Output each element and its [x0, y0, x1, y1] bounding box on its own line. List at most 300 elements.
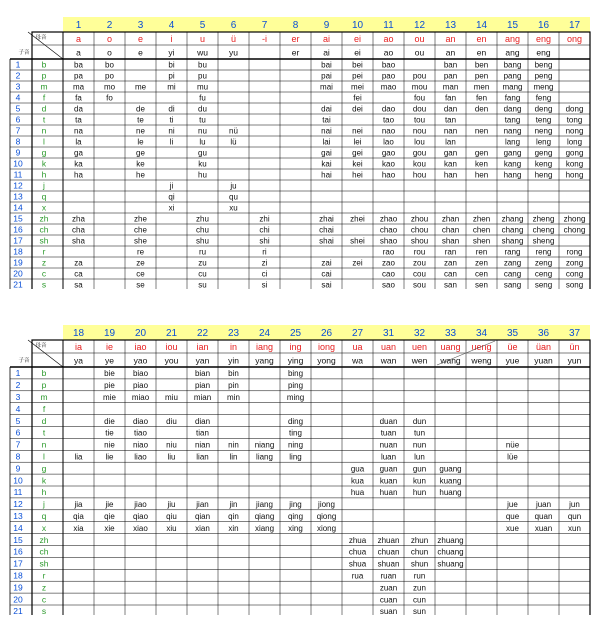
syllable-cell: beng: [534, 60, 553, 70]
row-index: 7: [15, 125, 21, 136]
syllable-cell: ha: [74, 170, 83, 180]
column-number: 22: [196, 328, 209, 339]
initial-label: k: [41, 475, 47, 486]
syllable-cell: kao: [382, 159, 395, 169]
syllable-cell: sang: [503, 280, 522, 289]
row-index: 8: [15, 136, 21, 147]
syllable-cell: kou: [413, 159, 426, 169]
standalone-syllable: an: [445, 47, 456, 58]
syllable-cell: que: [505, 511, 520, 521]
syllable-cell: ling: [289, 452, 302, 462]
syllable-cell: jue: [507, 500, 518, 510]
syllable-cell: shao: [379, 236, 398, 246]
initial-label: x: [41, 202, 47, 213]
syllable-cell: ka: [74, 159, 83, 169]
initial-label: x: [41, 522, 47, 533]
initial-label: h: [41, 487, 47, 498]
syllable-cell: la: [75, 137, 82, 147]
syllable-cell: qiu: [166, 511, 177, 521]
syllable-cell: kai: [321, 159, 332, 169]
standalone-syllable: yan: [195, 355, 210, 366]
syllable-cell: tiao: [134, 428, 147, 438]
standalone-syllable: er: [291, 47, 300, 58]
final-label: ueng: [471, 342, 492, 352]
syllable-cell: xiao: [133, 523, 148, 533]
syllable-cell: se: [136, 280, 145, 289]
syllable-cell: die: [104, 416, 115, 426]
syllable-cell: deng: [534, 104, 553, 114]
syllable-cell: sao: [382, 280, 395, 289]
column-number: 19: [103, 328, 116, 339]
initial-label: r: [42, 570, 46, 581]
standalone-syllable: yun: [567, 355, 582, 366]
syllable-cell: cen: [475, 269, 488, 279]
syllable-cell: rang: [504, 247, 521, 257]
standalone-syllable: ei: [354, 47, 361, 58]
pinyin-grid-1: [0, 17, 600, 289]
syllable-cell: chu: [196, 225, 209, 235]
syllable-cell: xue: [506, 523, 519, 533]
syllable-cell: chan: [441, 225, 460, 235]
row-index: 15: [13, 534, 23, 545]
syllable-cell: chou: [410, 225, 429, 235]
column-number: 35: [506, 328, 519, 339]
syllable-cell: shu: [196, 236, 209, 246]
syllable-cell: lin: [229, 452, 238, 462]
syllable-cell: mie: [103, 392, 116, 402]
syllable-cell: nen: [474, 126, 489, 136]
final-label: en: [476, 34, 487, 44]
final-label: uen: [411, 342, 428, 352]
row-index: 11: [13, 487, 23, 498]
syllable-cell: lai: [322, 137, 331, 147]
syllable-cell: qing: [287, 511, 304, 521]
syllable-cell: ceng: [534, 269, 553, 279]
syllable-cell: cha: [72, 225, 85, 235]
syllable-cell: fo: [106, 93, 113, 103]
initial-label: zh: [39, 213, 49, 224]
syllable-cell: sai: [321, 280, 332, 289]
standalone-syllable: ying: [287, 355, 304, 366]
standalone-syllable: ai: [323, 47, 330, 58]
syllable-cell: jian: [196, 500, 209, 510]
syllable-cell: gei: [352, 148, 363, 158]
syllable-cell: ba: [74, 60, 83, 70]
syllable-cell: xu: [229, 203, 238, 213]
syllable-cell: pa: [74, 71, 83, 81]
syllable-cell: shang: [501, 236, 524, 246]
syllable-cell: biao: [132, 369, 149, 379]
syllable-cell: bi: [168, 60, 175, 70]
final-label: eng: [535, 34, 552, 44]
column-number: 16: [537, 20, 550, 31]
syllable-cell: jiao: [134, 500, 147, 510]
syllable-cell: qiang: [254, 511, 275, 521]
row-index: 18: [13, 570, 23, 581]
corner-final-label: 母音: [35, 343, 47, 349]
syllable-cell: zu: [198, 258, 207, 268]
syllable-cell: nou: [412, 126, 427, 136]
syllable-cell: nüe: [505, 440, 520, 450]
column-number: 34: [475, 328, 488, 339]
row-index: 18: [13, 246, 23, 257]
syllable-cell: chuang: [437, 547, 464, 557]
row-index: 17: [13, 235, 23, 246]
column-number: 9: [323, 20, 330, 31]
syllable-cell: heng: [534, 170, 553, 180]
row-index: 11: [13, 169, 23, 180]
standalone-syllable: e: [138, 47, 143, 58]
syllable-cell: fou: [413, 93, 426, 103]
syllable-cell: cu: [198, 269, 207, 279]
syllable-cell: can: [444, 269, 457, 279]
syllable-cell: piao: [132, 381, 149, 391]
row-index: 7: [15, 439, 21, 450]
syllable-cell: ruan: [380, 571, 397, 581]
row-index: 19: [13, 582, 23, 593]
syllable-cell: lao: [383, 137, 394, 147]
syllable-cell: pan: [443, 71, 458, 81]
final-label: ü: [230, 34, 237, 44]
syllable-cell: nan: [443, 126, 458, 136]
final-label: -i: [262, 34, 267, 44]
standalone-syllable: yu: [229, 47, 238, 58]
syllable-cell: pei: [352, 71, 363, 81]
syllable-cell: long: [566, 137, 583, 147]
syllable-cell: sun: [413, 607, 426, 615]
syllable-cell: jiong: [318, 500, 335, 510]
syllable-cell: xia: [73, 523, 84, 533]
syllable-cell: nao: [381, 126, 396, 136]
row-index: 10: [13, 158, 23, 169]
syllable-cell: lu: [199, 137, 206, 147]
syllable-cell: zhong: [563, 214, 586, 224]
syllable-cell: pang: [503, 71, 522, 81]
initial-label: d: [41, 103, 47, 114]
syllable-cell: nie: [104, 440, 115, 450]
syllable-cell: shuang: [437, 559, 464, 569]
syllable-cell: gen: [474, 148, 489, 158]
syllable-cell: hun: [412, 488, 427, 498]
syllable-cell: zang: [503, 258, 522, 268]
syllable-cell: zong: [565, 258, 584, 268]
syllable-cell: xin: [228, 523, 239, 533]
final-label: uan: [380, 342, 397, 352]
column-number: 11: [383, 20, 394, 31]
syllable-cell: re: [136, 247, 145, 257]
syllable-cell: po: [105, 71, 114, 81]
syllable-cell: zhang: [501, 214, 524, 224]
syllable-cell: mang: [502, 82, 523, 92]
pinyin-table-block-2: [0, 325, 600, 615]
syllable-cell: bian: [194, 369, 211, 379]
initial-label: m: [40, 391, 48, 402]
syllable-cell: jin: [229, 500, 238, 510]
syllable-cell: neng: [534, 126, 553, 136]
initial-label: g: [41, 463, 47, 474]
syllable-cell: cun: [413, 595, 426, 605]
pinyin-table-block-1: [0, 17, 600, 289]
syllable-cell: luan: [380, 452, 397, 462]
row-index: 8: [15, 451, 21, 462]
syllable-cell: qie: [104, 511, 115, 521]
syllable-cell: cuan: [379, 595, 398, 605]
column-number: 14: [475, 20, 488, 31]
final-label: iang: [255, 342, 274, 352]
syllable-cell: cao: [382, 269, 395, 279]
syllable-cell: feng: [535, 93, 552, 103]
syllable-cell: ben: [474, 60, 489, 70]
row-index: 14: [13, 522, 23, 533]
syllable-cell: rong: [566, 247, 583, 257]
syllable-cell: xiong: [316, 523, 337, 533]
syllable-cell: jing: [289, 500, 302, 510]
initial-label: f: [42, 92, 46, 103]
syllable-cell: dei: [352, 104, 363, 114]
syllable-cell: nü: [229, 126, 238, 136]
syllable-cell: zhei: [350, 214, 365, 224]
initial-label: t: [42, 114, 46, 125]
row-index: 17: [13, 558, 23, 569]
syllable-cell: tuan: [380, 428, 397, 438]
syllable-cell: lian: [196, 452, 209, 462]
syllable-cell: zeng: [534, 258, 553, 268]
syllable-cell: gai: [321, 148, 332, 158]
syllable-cell: xing: [288, 523, 303, 533]
syllable-cell: pen: [474, 71, 489, 81]
syllable-cell: zuan: [379, 583, 398, 593]
syllable-cell: kei: [352, 159, 363, 169]
initial-label: j: [43, 499, 45, 510]
syllable-cell: tun: [413, 428, 426, 438]
syllable-cell: ken: [475, 159, 488, 169]
syllable-cell: nai: [321, 126, 332, 136]
row-index: 9: [15, 147, 21, 158]
final-label: ua: [352, 342, 363, 352]
syllable-cell: gong: [565, 148, 584, 158]
syllable-cell: tong: [566, 115, 583, 125]
syllable-cell: hao: [381, 170, 396, 180]
row-index: 2: [15, 70, 21, 81]
syllable-cell: lou: [414, 137, 425, 147]
syllable-cell: na: [74, 126, 83, 136]
syllable-cell: ci: [261, 269, 268, 279]
syllable-cell: shun: [410, 559, 429, 569]
initial-label: b: [41, 59, 47, 70]
syllable-cell: mao: [380, 82, 397, 92]
syllable-cell: su: [198, 280, 207, 289]
syllable-cell: nang: [503, 126, 522, 136]
syllable-cell: xie: [104, 523, 115, 533]
row-index: 15: [13, 213, 23, 224]
syllable-cell: fan: [444, 93, 457, 103]
syllable-cell: xuan: [534, 523, 553, 533]
final-label: ang: [504, 34, 521, 44]
syllable-cell: tian: [196, 428, 209, 438]
syllable-cell: dan: [443, 104, 458, 114]
syllable-cell: sa: [74, 280, 83, 289]
syllable-cell: bei: [352, 60, 363, 70]
syllable-cell: kuang: [439, 476, 462, 486]
syllable-cell: ri: [262, 247, 267, 257]
syllable-cell: nong: [565, 126, 584, 136]
column-number: 5: [199, 20, 206, 31]
column-number: 33: [444, 328, 457, 339]
initial-label: s: [41, 606, 47, 615]
syllable-cell: sen: [475, 280, 488, 289]
syllable-cell: nun: [412, 440, 427, 450]
syllable-cell: mei: [351, 82, 364, 92]
final-label: ou: [414, 34, 425, 44]
standalone-syllable: yin: [228, 355, 239, 366]
syllable-cell: mian: [193, 392, 212, 402]
column-number: 36: [537, 328, 550, 339]
syllable-cell: tao: [382, 115, 395, 125]
syllable-cell: gou: [412, 148, 427, 158]
initial-label: s: [41, 279, 47, 289]
syllable-cell: cai: [321, 269, 332, 279]
syllable-cell: tou: [413, 115, 426, 125]
column-number: 23: [227, 328, 240, 339]
syllable-cell: fen: [475, 93, 488, 103]
column-number: 2: [106, 20, 113, 31]
syllable-cell: jia: [74, 500, 83, 510]
syllable-cell: han: [443, 170, 458, 180]
syllable-cell: he: [136, 170, 145, 180]
syllable-cell: mu: [196, 82, 209, 92]
syllable-cell: mo: [103, 82, 116, 92]
column-number: 32: [413, 328, 426, 339]
syllable-cell: diu: [166, 416, 177, 426]
syllable-cell: reng: [535, 247, 552, 257]
column-number: 12: [413, 20, 426, 31]
initial-label: f: [42, 403, 46, 414]
syllable-cell: xiu: [166, 523, 177, 533]
syllable-cell: shei: [350, 236, 365, 246]
column-number: 26: [320, 328, 333, 339]
syllable-cell: gao: [381, 148, 396, 158]
syllable-cell: lie: [105, 452, 114, 462]
syllable-cell: fu: [199, 93, 206, 103]
syllable-cell: ning: [287, 440, 304, 450]
syllable-cell: tie: [105, 428, 114, 438]
syllable-cell: chong: [563, 225, 586, 235]
syllable-cell: nin: [228, 440, 239, 450]
column-number: 25: [289, 328, 302, 339]
syllable-cell: niang: [254, 440, 275, 450]
final-label: iao: [134, 342, 147, 352]
initial-label: h: [41, 169, 47, 180]
column-number: 8: [292, 20, 299, 31]
syllable-cell: fei: [353, 93, 362, 103]
initial-label: q: [41, 510, 47, 521]
syllable-cell: pu: [198, 71, 207, 81]
syllable-cell: liao: [134, 452, 147, 462]
syllable-cell: ta: [75, 115, 82, 125]
initial-label: sh: [39, 558, 49, 569]
syllable-cell: hei: [352, 170, 363, 180]
syllable-cell: tang: [504, 115, 521, 125]
syllable-cell: bao: [381, 60, 396, 70]
syllable-cell: ru: [198, 247, 207, 257]
syllable-cell: shua: [348, 559, 367, 569]
initial-label: b: [41, 368, 47, 379]
syllable-cell: ze: [136, 258, 145, 268]
syllable-cell: chen: [472, 225, 491, 235]
syllable-cell: zhao: [379, 214, 398, 224]
syllable-cell: zan: [444, 258, 457, 268]
row-index: 5: [15, 103, 21, 114]
syllable-cell: ban: [443, 60, 458, 70]
syllable-cell: bing: [287, 369, 304, 379]
syllable-cell: lei: [353, 137, 362, 147]
corner-initial-label: 子音: [18, 358, 30, 364]
syllable-cell: chun: [410, 547, 429, 557]
syllable-cell: tu: [199, 115, 206, 125]
syllable-cell: pin: [228, 381, 239, 391]
final-label: ian: [196, 342, 209, 352]
row-index: 3: [15, 81, 21, 92]
final-label: ia: [74, 342, 83, 352]
syllable-cell: pi: [168, 71, 175, 81]
syllable-cell: jun: [569, 500, 580, 510]
syllable-cell: zen: [475, 258, 488, 268]
syllable-cell: da: [74, 104, 83, 114]
syllable-cell: ding: [287, 416, 304, 426]
syllable-cell: dian: [194, 416, 211, 426]
syllable-cell: tan: [444, 115, 457, 125]
syllable-cell: guan: [379, 464, 398, 474]
syllable-cell: rao: [382, 247, 395, 257]
initial-label: z: [41, 257, 47, 268]
syllable-cell: hai: [321, 170, 332, 180]
syllable-cell: qian: [194, 511, 211, 521]
syllable-cell: guang: [439, 464, 462, 474]
syllable-cell: rou: [413, 247, 426, 257]
syllable-cell: gang: [503, 148, 522, 158]
standalone-syllable: ang: [505, 47, 520, 58]
initial-label: p: [41, 70, 47, 81]
syllable-cell: zei: [352, 258, 363, 268]
syllable-cell: pao: [381, 71, 396, 81]
syllable-cell: pian: [194, 381, 211, 391]
initial-label: l: [43, 451, 45, 462]
syllable-cell: geng: [534, 148, 553, 158]
standalone-syllable: yuan: [534, 355, 553, 366]
final-label: ao: [383, 34, 394, 44]
syllable-cell: za: [74, 258, 83, 268]
syllable-cell: chuan: [377, 547, 400, 557]
standalone-syllable: en: [476, 47, 487, 58]
row-index: 12: [13, 499, 23, 510]
syllable-cell: dao: [381, 104, 396, 114]
syllable-cell: gan: [443, 148, 458, 158]
syllable-cell: zhua: [348, 535, 367, 545]
syllable-cell: shou: [410, 236, 429, 246]
final-label: ai: [322, 34, 331, 44]
syllable-cell: zhi: [259, 214, 270, 224]
standalone-syllable: wu: [197, 47, 208, 58]
syllable-cell: diao: [132, 416, 149, 426]
syllable-cell: lang: [504, 137, 521, 147]
syllable-cell: bo: [105, 60, 114, 70]
syllable-cell: ti: [169, 115, 174, 125]
syllable-cell: mi: [167, 82, 176, 92]
syllable-cell: leng: [535, 137, 552, 147]
syllable-cell: ji: [169, 181, 174, 191]
final-label: o: [106, 34, 113, 44]
syllable-cell: che: [134, 225, 147, 235]
